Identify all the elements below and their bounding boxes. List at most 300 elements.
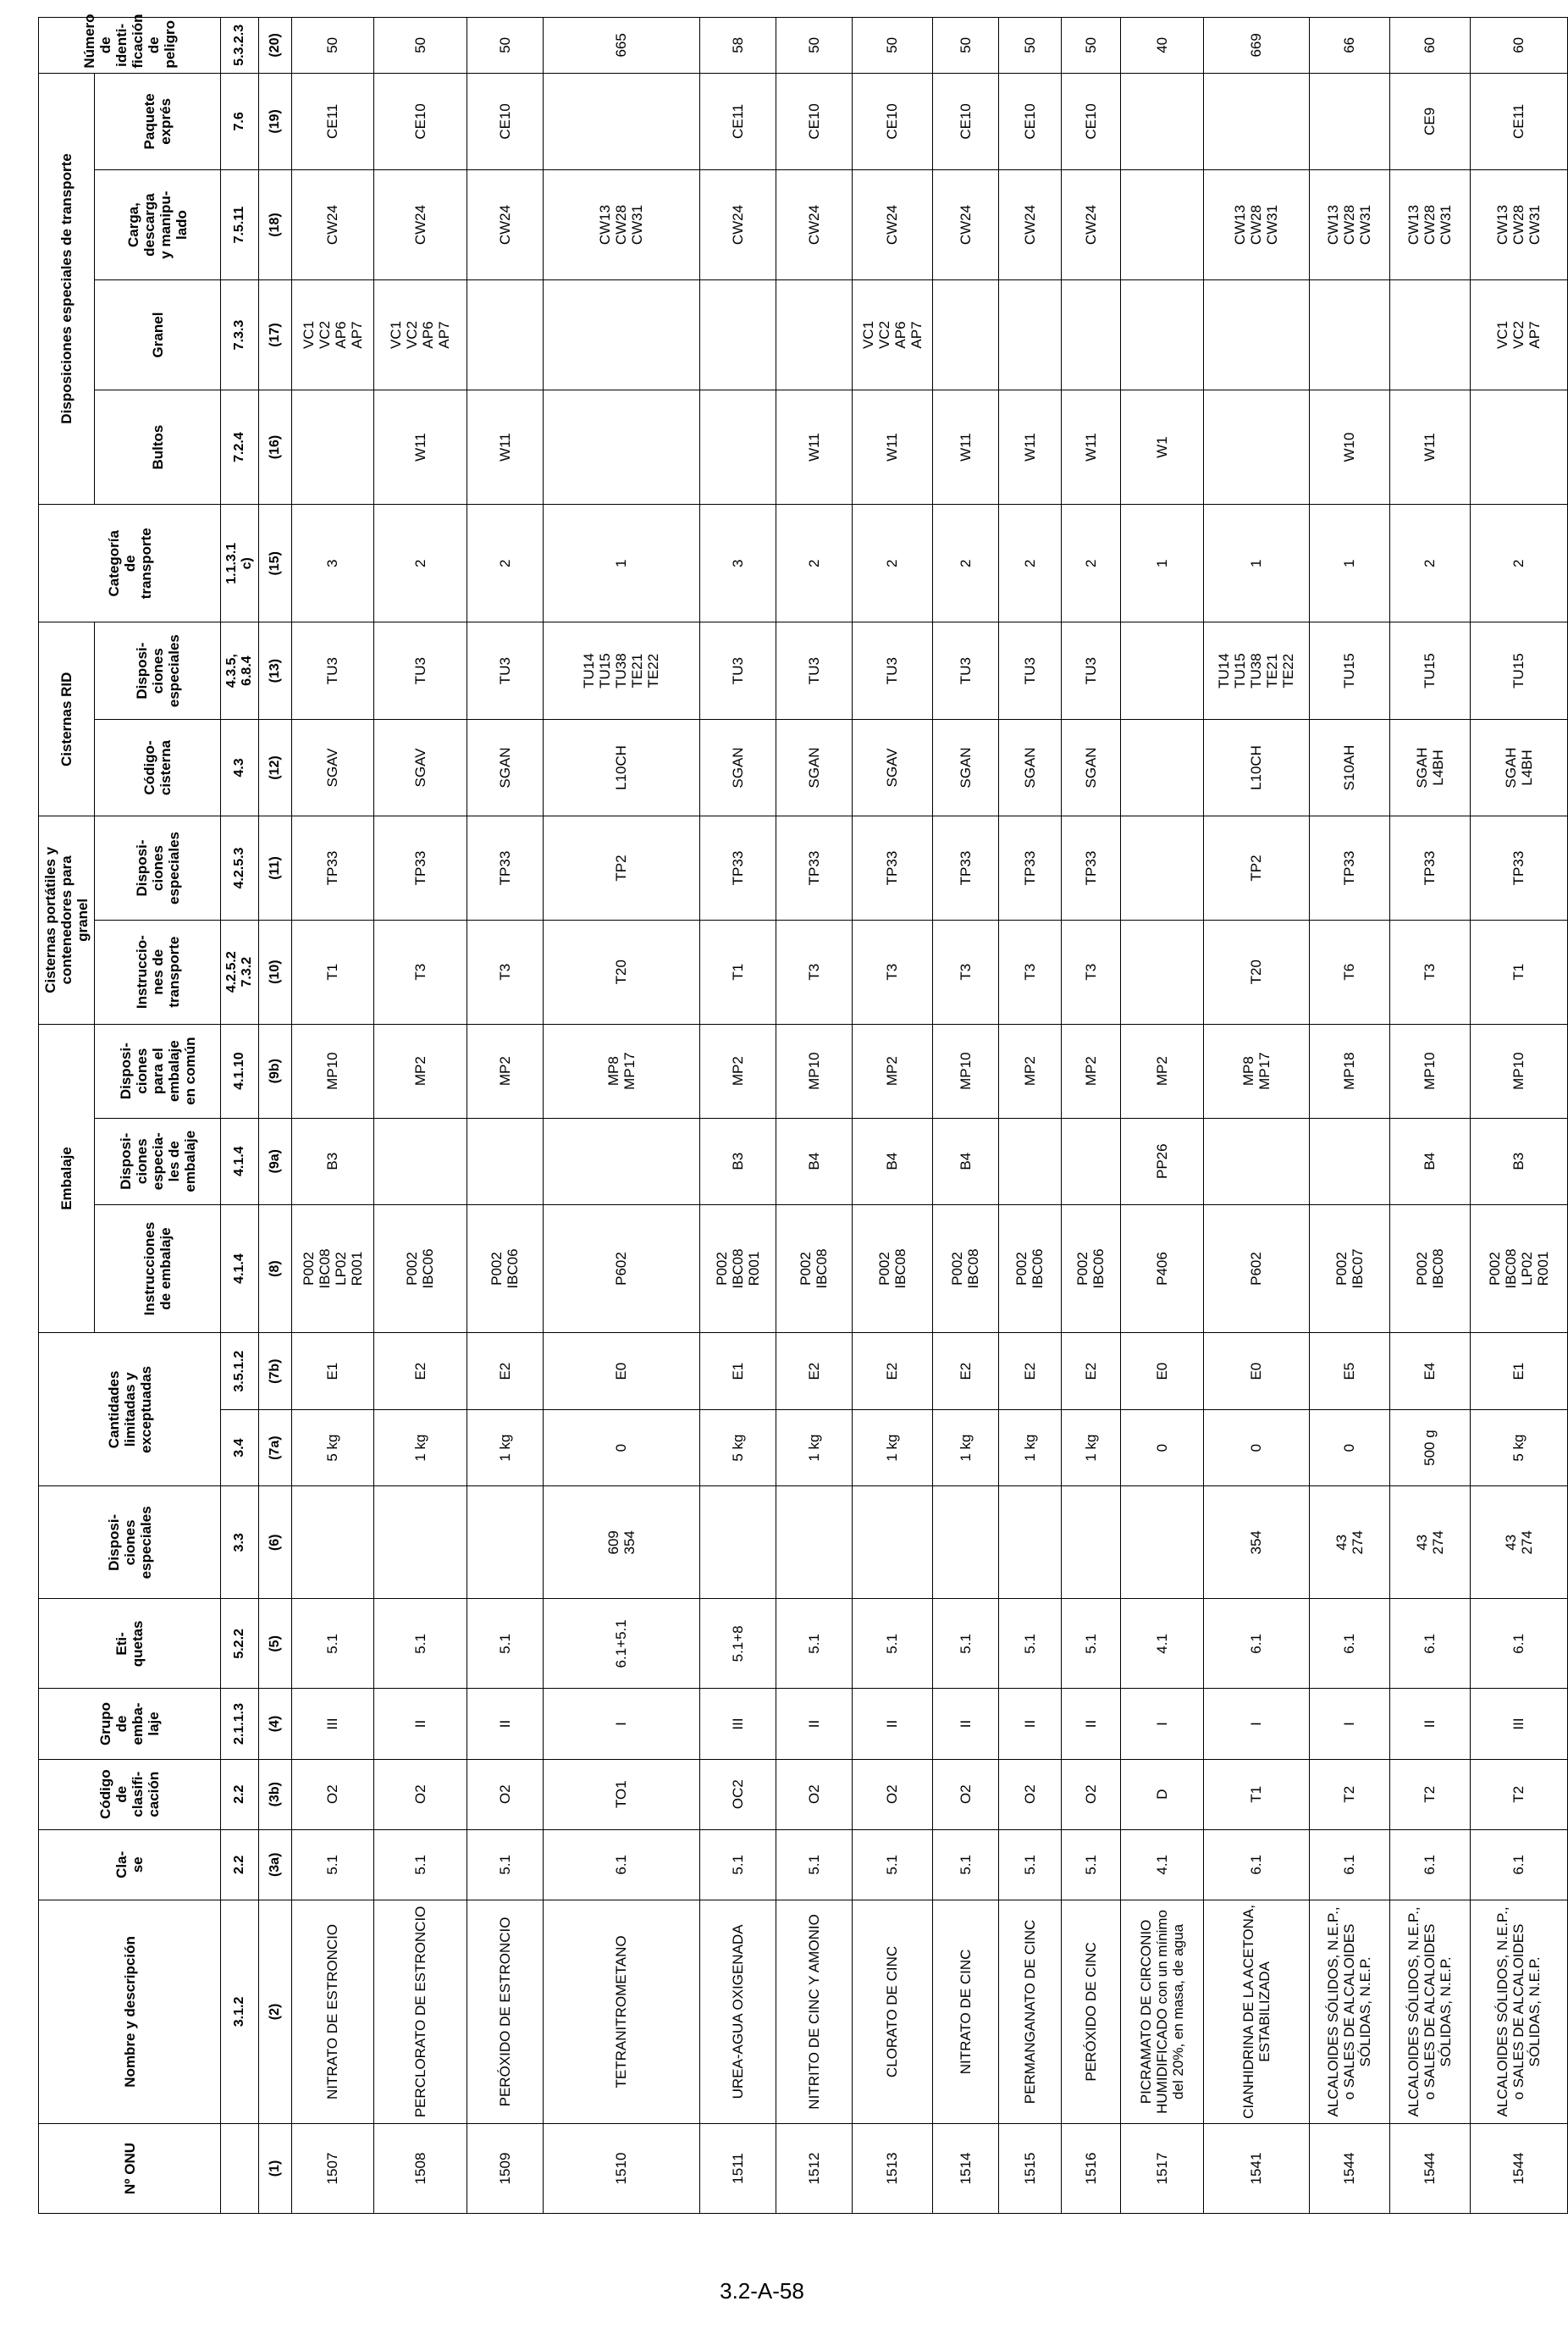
header-special-packing: Disposi- ciones especia- les de embalaje [95,1118,221,1204]
packages-cell: W11 [852,390,932,504]
loading-cell: CW24 [932,170,998,280]
transport-category-cell: 1 [543,505,699,622]
substance-name-cell: PERMANGANATO DE CINC [998,1900,1061,2123]
packing-instructions-cell: P002 IBC08 [1389,1204,1470,1333]
labels-cell: 5.1 [1061,1599,1120,1689]
table-row [1309,18,1389,2214]
classification-code-cell: O2 [776,1759,852,1829]
mixed-packing-cell: MP2 [373,1024,467,1118]
hazard-id-cell: 40 [1120,18,1203,74]
header-rid-tanks: Cisternas RID [39,622,95,816]
class-cell: 5.1 [932,1829,998,1900]
mixed-packing-cell: MP2 [699,1024,776,1118]
packing-instructions-cell: P002 IBC08 [776,1204,852,1333]
column-number-cell: (9b) [258,1024,291,1118]
express-cell [543,73,699,169]
loading-cell: CW24 [1061,170,1120,280]
reference-cell: 4.1.4 [221,1204,259,1333]
special-provisions-cell [776,1486,852,1599]
reference-cell: 4.3.5, 6.8.4 [221,622,259,719]
hazard-id-cell: 58 [699,18,776,74]
excepted-quantity-cell: E0 [1120,1333,1203,1409]
column-number-cell: (2) [258,1900,291,2123]
limited-quantity-cell: 1 kg [852,1409,932,1485]
bulk-cell: VC1 VC2 AP6 AP7 [291,280,373,390]
header-name: Nombre y descripción [39,1900,221,2123]
special-provisions-cell [699,1486,776,1599]
special-provisions-cell [998,1486,1061,1599]
packing-group-cell: II [776,1689,852,1759]
limited-quantity-cell: 1 kg [467,1409,543,1485]
header-packages: Bultos [95,390,221,504]
packages-cell: W11 [776,390,852,504]
bulk-cell [1389,280,1470,390]
transport-category-cell: 2 [1389,505,1470,622]
labels-cell: 5.1 [291,1599,373,1689]
loading-cell: CW13 CW28 CW31 [1389,170,1470,280]
transport-category-cell: 2 [1061,505,1120,622]
bulk-cell: VC1 VC2 AP7 [1470,280,1567,390]
reference-cell: 7.6 [221,73,259,169]
class-cell: 5.1 [1061,1829,1120,1900]
column-number-cell: (3a) [258,1829,291,1900]
substance-name-cell: ALCALOIDES SÓLIDOS, N.E.P., o SALES DE ALCALOIDES SÓLIDAS, N.E.P. [1389,1900,1470,2123]
express-cell: CE10 [776,73,852,169]
hazard-id-cell: 50 [467,18,543,74]
header-labels: Eti- quetas [39,1599,221,1689]
rid-special-cell: TU3 [291,622,373,719]
table-row [998,18,1061,2214]
rid-special-cell: TU3 [776,622,852,719]
reference-cell: 4.3 [221,719,259,816]
header-hazard-id: Número de identi- ficación de peligro [39,18,221,74]
special-packing-cell [543,1118,699,1204]
header-special-transport: Disposiciones especiales de transporte [39,73,95,504]
special-provisions-cell [291,1486,373,1599]
bulk-cell [467,280,543,390]
tank-instructions-cell: T20 [543,920,699,1024]
reference-row [221,18,259,2214]
reference-cell: 4.2.5.3 [221,816,259,921]
loading-cell: CW24 [699,170,776,280]
express-cell [1309,73,1389,169]
mixed-packing-cell: MP2 [1061,1024,1120,1118]
reference-cell: 3.1.2 [221,1900,259,2123]
packing-instructions-cell: P602 [543,1204,699,1333]
class-cell: 6.1 [543,1829,699,1900]
table-row [932,18,998,2214]
packing-group-cell: II [1389,1689,1470,1759]
class-cell: 4.1 [1120,1829,1203,1900]
class-cell: 6.1 [1389,1829,1470,1900]
special-provisions-cell: 43 274 [1309,1486,1389,1599]
limited-quantity-cell: 5 kg [699,1409,776,1485]
transport-category-cell: 2 [1470,505,1567,622]
loading-cell: CW24 [291,170,373,280]
special-provisions-cell: 43 274 [1389,1486,1470,1599]
packages-cell [291,390,373,504]
transport-category-cell: 3 [291,505,373,622]
table-row [1061,18,1120,2214]
header-packaging: Embalaje [39,1024,95,1333]
transport-category-cell: 2 [776,505,852,622]
labels-cell: 6.1 [1203,1599,1309,1689]
tank-special-cell: TP33 [291,816,373,921]
limited-quantity-cell: 5 kg [1470,1409,1567,1485]
bulk-cell [1203,280,1309,390]
un-number-cell: 1516 [1061,2123,1120,2213]
tank-special-cell: TP33 [852,816,932,921]
tank-code-cell: SGAN [998,719,1061,816]
excepted-quantity-cell: E1 [291,1333,373,1409]
substance-name-cell: ALCALOIDES SÓLIDOS, N.E.P., o SALES DE ALCALOIDES SÓLIDAS, N.E.P. [1470,1900,1567,2123]
class-cell: 6.1 [1203,1829,1309,1900]
special-provisions-cell: 354 [1203,1486,1309,1599]
classification-code-cell: O2 [467,1759,543,1829]
special-packing-cell: B3 [1470,1118,1567,1204]
header-mixed-packing: Disposi- ciones para el embalaje en común [95,1024,221,1118]
substance-name-cell: NITRITO DE CINC Y AMONIO [776,1900,852,2123]
rid-special-cell: TU14 TU15 TU38 TE21 TE22 [1203,622,1309,719]
page-number: 3.2-A-58 [720,2278,804,2304]
tank-instructions-cell: T1 [1470,920,1567,1024]
tank-special-cell: TP2 [543,816,699,921]
un-number-cell: 1509 [467,2123,543,2213]
special-packing-cell: B3 [699,1118,776,1204]
reference-cell: 2.2 [221,1829,259,1900]
special-packing-cell [998,1118,1061,1204]
substance-name-cell: CLORATO DE CINC [852,1900,932,2123]
transport-category-cell: 2 [998,505,1061,622]
limited-quantity-cell: 0 [1120,1409,1203,1485]
bulk-cell [1061,280,1120,390]
hazard-id-cell: 50 [852,18,932,74]
special-packing-cell [373,1118,467,1204]
special-packing-cell [1309,1118,1389,1204]
packing-group-cell: I [1203,1689,1309,1759]
header-tank-instructions: Instruccio- nes de transporte [95,920,221,1024]
limited-quantity-cell: 1 kg [998,1409,1061,1485]
special-packing-cell: PP26 [1120,1118,1203,1204]
packages-cell: W11 [467,390,543,504]
column-number-cell: (7b) [258,1333,291,1409]
un-number-cell: 1510 [543,2123,699,2213]
special-packing-cell [467,1118,543,1204]
table-row [1120,18,1203,2214]
hazard-id-cell: 50 [1061,18,1120,74]
column-number-cell: (18) [258,170,291,280]
packing-group-cell: I [1120,1689,1203,1759]
reference-cell: 2.1.1.3 [221,1689,259,1759]
hazard-id-cell: 665 [543,18,699,74]
header-tank-code: Código- cisterna [95,719,221,816]
reference-cell: 3.4 [221,1409,259,1485]
classification-code-cell: O2 [852,1759,932,1829]
bulk-cell [543,280,699,390]
packing-instructions-cell: P002 IBC08 [932,1204,998,1333]
substance-name-cell: CIANHIDRINA DE LA ACETONA, ESTABILIZADA [1203,1900,1309,2123]
un-number-cell: 1507 [291,2123,373,2213]
loading-cell: CW13 CW28 CW31 [1470,170,1567,280]
packing-instructions-cell: P002 IBC08 [852,1204,932,1333]
tank-code-cell: SGAN [467,719,543,816]
special-provisions-cell [1120,1486,1203,1599]
header-loading: Carga, descarga y manipu- lado [95,170,221,280]
tank-code-cell: SGAV [373,719,467,816]
table-row [699,18,776,2214]
bulk-cell [998,280,1061,390]
tank-special-cell [1120,816,1203,921]
hazard-id-cell: 669 [1203,18,1309,74]
labels-cell: 5.1 [998,1599,1061,1689]
column-number-cell: (1) [258,2123,291,2213]
transport-category-cell: 2 [852,505,932,622]
packing-group-cell: II [467,1689,543,1759]
tank-code-cell: SGAN [932,719,998,816]
packing-group-cell: II [1061,1689,1120,1759]
excepted-quantity-cell: E1 [1470,1333,1567,1409]
tank-code-cell [1120,719,1203,816]
tank-special-cell: TP33 [373,816,467,921]
express-cell: CE10 [998,73,1061,169]
transport-category-cell: 3 [699,505,776,622]
transport-category-cell: 2 [373,505,467,622]
rid-special-cell: TU3 [373,622,467,719]
table-row [467,18,543,2214]
excepted-quantity-cell: E2 [852,1333,932,1409]
substance-name-cell: NITRATO DE CINC [932,1900,998,2123]
substance-name-cell: ALCALOIDES SÓLIDOS, N.E.P., o SALES DE ALCALOIDES SÓLIDAS, N.E.P. [1309,1900,1389,2123]
packages-cell: W11 [932,390,998,504]
tank-special-cell: TP33 [932,816,998,921]
packages-cell: W11 [998,390,1061,504]
loading-cell [1120,170,1203,280]
transport-category-cell: 2 [932,505,998,622]
substance-name-cell: UREA-AGUA OXIGENADA [699,1900,776,2123]
reference-cell: 2.2 [221,1759,259,1829]
labels-cell: 5.1 [373,1599,467,1689]
labels-cell: 5.1 [852,1599,932,1689]
column-number-cell: (6) [258,1486,291,1599]
header-group-row [39,18,95,2214]
un-number-cell: 1515 [998,2123,1061,2213]
mixed-packing-cell: MP2 [467,1024,543,1118]
tank-code-cell: SGAN [776,719,852,816]
tank-special-cell: TP33 [776,816,852,921]
special-packing-cell: B4 [852,1118,932,1204]
table-row [1203,18,1309,2214]
class-cell: 5.1 [852,1829,932,1900]
reference-cell: 3.5.1.2 [221,1333,259,1409]
packages-cell: W11 [373,390,467,504]
column-number-cell: (16) [258,390,291,504]
tank-instructions-cell: T3 [852,920,932,1024]
classification-code-cell: TO1 [543,1759,699,1829]
excepted-quantity-cell: E5 [1309,1333,1389,1409]
tank-special-cell: TP33 [1061,816,1120,921]
tank-instructions-cell: T3 [932,920,998,1024]
class-cell: 5.1 [467,1829,543,1900]
un-number-cell: 1514 [932,2123,998,2213]
bulk-cell: VC1 VC2 AP6 AP7 [852,280,932,390]
packing-instructions-cell: P602 [1203,1204,1309,1333]
packing-instructions-cell: P002 IBC06 [373,1204,467,1333]
class-cell: 5.1 [291,1829,373,1900]
table-row [291,18,373,2214]
tank-instructions-cell: T3 [1061,920,1120,1024]
classification-code-cell: OC2 [699,1759,776,1829]
packing-group-cell: I [543,1689,699,1759]
rid-special-cell: TU15 [1309,622,1389,719]
packages-cell: W1 [1120,390,1203,504]
packing-group-cell: III [1470,1689,1567,1759]
table-row [373,18,467,2214]
express-cell: CE10 [852,73,932,169]
mixed-packing-cell: MP10 [291,1024,373,1118]
class-cell: 5.1 [776,1829,852,1900]
reference-cell: 4.1.10 [221,1024,259,1118]
loading-cell: CW13 CW28 CW31 [543,170,699,280]
bulk-cell: VC1 VC2 AP6 AP7 [373,280,467,390]
packages-cell: W11 [1389,390,1470,504]
dangerous-goods-table [38,14,1568,2214]
express-cell [1203,73,1309,169]
packages-cell [1203,390,1309,504]
column-number-cell: (8) [258,1204,291,1333]
labels-cell: 5.1 [467,1599,543,1689]
express-cell: CE10 [373,73,467,169]
packing-instructions-cell: P406 [1120,1204,1203,1333]
classification-code-cell: O2 [1061,1759,1120,1829]
excepted-quantity-cell: E2 [932,1333,998,1409]
mixed-packing-cell: MP10 [1389,1024,1470,1118]
excepted-quantity-cell: E0 [543,1333,699,1409]
special-provisions-cell [373,1486,467,1599]
table-row [1389,18,1470,2214]
reference-cell: 7.3.3 [221,280,259,390]
labels-cell: 5.1 [932,1599,998,1689]
loading-cell: CW24 [467,170,543,280]
header-special-provisions: Disposi- ciones especiales [39,1486,221,1599]
column-number-cell: (12) [258,719,291,816]
hazard-id-cell: 50 [373,18,467,74]
column-number-cell: (7a) [258,1409,291,1485]
classification-code-cell: T2 [1389,1759,1470,1829]
column-number-cell: (15) [258,505,291,622]
express-cell: CE11 [699,73,776,169]
bulk-cell [699,280,776,390]
limited-quantity-cell: 1 kg [932,1409,998,1485]
limited-quantity-cell: 500 g [1389,1409,1470,1485]
header-packing-instructions: Instrucciones de embalaje [95,1204,221,1333]
reference-cell: 4.1.4 [221,1118,259,1204]
reference-cell: 3.3 [221,1486,259,1599]
substance-name-cell: PICRAMATO DE CIRCONIO HUMIDIFICADO con un mínimo del 20%, en masa, de agua [1120,1900,1203,2123]
excepted-quantity-cell: E1 [699,1333,776,1409]
labels-cell: 6.1 [1389,1599,1470,1689]
special-provisions-cell [852,1486,932,1599]
packing-instructions-cell: P002 IBC08 LP02 R001 [1470,1204,1567,1333]
packing-instructions-cell: P002 IBC08 LP02 R001 [291,1204,373,1333]
hazard-id-cell: 50 [776,18,852,74]
classification-code-cell: T2 [1309,1759,1389,1829]
labels-cell: 5.1+8 [699,1599,776,1689]
tank-instructions-cell: T1 [699,920,776,1024]
header-tank-special: Disposi- ciones especiales [95,816,221,921]
express-cell: CE11 [1470,73,1567,169]
mixed-packing-cell: MP10 [776,1024,852,1118]
packing-instructions-cell: P002 IBC06 [1061,1204,1120,1333]
packing-instructions-cell: P002 IBC07 [1309,1204,1389,1333]
class-cell: 5.1 [699,1829,776,1900]
reference-cell: 4.2.5.2 7.3.2 [221,920,259,1024]
rid-special-cell: TU3 [932,622,998,719]
tank-code-cell: SGAV [291,719,373,816]
packages-cell [699,390,776,504]
packages-cell [543,390,699,504]
mixed-packing-cell: MP2 [1120,1024,1203,1118]
transport-category-cell: 1 [1120,505,1203,622]
express-cell: CE10 [467,73,543,169]
substance-name-cell: PERÓXIDO DE CINC [1061,1900,1120,2123]
tank-special-cell: TP33 [998,816,1061,921]
rid-special-cell [1120,622,1203,719]
un-number-cell: 1544 [1470,2123,1567,2213]
hazard-id-cell: 66 [1309,18,1389,74]
tank-code-cell: L10CH [1203,719,1309,816]
excepted-quantity-cell: E2 [373,1333,467,1409]
special-packing-cell: B4 [776,1118,852,1204]
tank-instructions-cell: T3 [467,920,543,1024]
mixed-packing-cell: MP18 [1309,1024,1389,1118]
loading-cell: CW24 [776,170,852,280]
tank-special-cell: TP33 [1309,816,1389,921]
tank-instructions-cell: T20 [1203,920,1309,1024]
excepted-quantity-cell: E4 [1389,1333,1470,1409]
column-number-cell: (10) [258,920,291,1024]
packages-cell [1470,390,1567,504]
tank-instructions-cell: T3 [373,920,467,1024]
tank-code-cell: SGAV [852,719,932,816]
packing-group-cell: II [373,1689,467,1759]
transport-category-cell: 1 [1203,505,1309,622]
un-number-cell: 1512 [776,2123,852,2213]
header-un-no: Nº ONU [39,2123,221,2213]
hazard-id-cell: 50 [998,18,1061,74]
classification-code-cell: O2 [998,1759,1061,1829]
reference-cell: 1.1.3.1 c) [221,505,259,622]
rid-special-cell: TU3 [998,622,1061,719]
un-number-cell: 1511 [699,2123,776,2213]
mixed-packing-cell: MP10 [932,1024,998,1118]
excepted-quantity-cell: E2 [467,1333,543,1409]
substance-name-cell: NITRATO DE ESTRONCIO [291,1900,373,2123]
hazard-id-cell: 50 [291,18,373,74]
packing-group-cell: I [1309,1689,1389,1759]
tank-code-cell: SGAH L4BH [1470,719,1567,816]
rid-special-cell: TU3 [1061,622,1120,719]
un-number-cell: 1541 [1203,2123,1309,2213]
rid-special-cell: TU15 [1470,622,1567,719]
mixed-packing-cell: MP8 MP17 [1203,1024,1309,1118]
express-cell: CE10 [932,73,998,169]
rid-special-cell: TU15 [1389,622,1470,719]
classification-code-cell: O2 [291,1759,373,1829]
express-cell [1120,73,1203,169]
reference-cell: 7.5.11 [221,170,259,280]
reference-cell: 7.2.4 [221,390,259,504]
labels-cell: 6.1 [1309,1599,1389,1689]
